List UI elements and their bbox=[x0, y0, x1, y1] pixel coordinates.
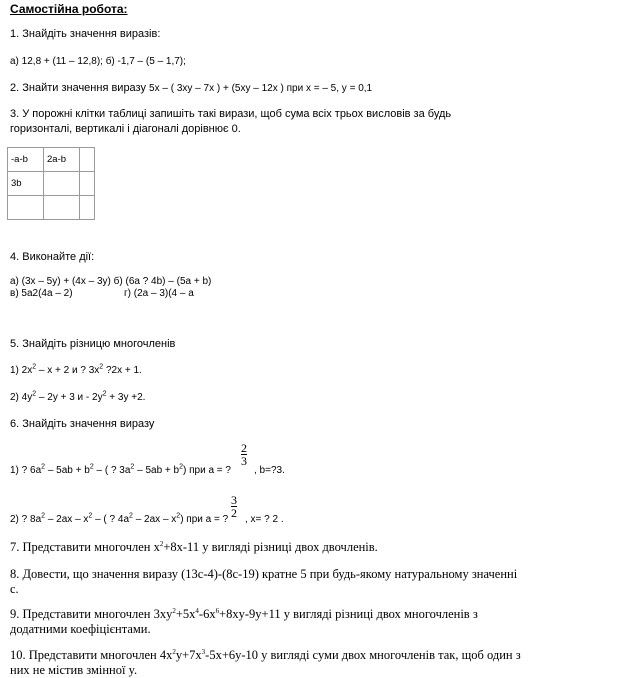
table-cell bbox=[8, 196, 44, 220]
task-6-item-1-tail: , b=?3. bbox=[254, 465, 285, 476]
task-6-item-2-tail: , x= ? 2 . bbox=[245, 514, 284, 525]
task-6-heading: 6. Знайдіть значення виразу bbox=[10, 418, 155, 430]
task-3-line-2: горизонталі, вертикалі і діагоналі дорівнює 0. bbox=[10, 123, 241, 135]
table-cell: -a-b bbox=[8, 148, 44, 172]
task-10-line-2: них не містив змінної y. bbox=[10, 663, 138, 677]
table-row bbox=[8, 172, 95, 196]
task-8-line-2: c. bbox=[10, 582, 19, 596]
task-3-line-1: 3. У порожні клітки таблиці запишіть такі вирази, щоб сума всіх трьох висловів за будь bbox=[10, 108, 452, 120]
table-cell: 2a-b bbox=[44, 148, 80, 172]
task-5-item-2: 2) $4y^2 - 2y + 3$ $и - 2y^2 + 3y +2$. bbox=[10, 390, 146, 403]
worksheet-title: Самостійна робота: bbox=[10, 2, 128, 16]
magic-square-table bbox=[7, 147, 95, 220]
task-4-row-1: а) (3x – 5y) + (4x – 3y) б) (6a ? 4b) – (5a + b) bbox=[10, 276, 212, 287]
task-9-line-2: додатними коефіцієнтами. bbox=[10, 622, 151, 636]
task-8-line-1: 8. Довести, що значення виразу (13c-4)-(8c-19) кратне 5 при будь-якому натуральному значенні bbox=[10, 567, 518, 581]
task-2-heading: 2. Знайти значення виразу bbox=[10, 82, 146, 94]
task-1-expressions: а) 12,8 + (11 – 12,8); б) -1,7 – (5 – 1,7); bbox=[10, 56, 186, 67]
task-7: 7. Представити многочлен $x^2+8x-11$ у вигляді різниці двох двочленів. bbox=[10, 539, 378, 554]
task-2-line bbox=[10, 82, 372, 94]
task-5-item-1: 1) $2x^2 - x + 2$ и ? $3x^2$ ?2x + 1. bbox=[10, 363, 142, 376]
fraction-1: $\frac{2}{3}$ bbox=[241, 441, 247, 468]
table-row bbox=[8, 196, 95, 220]
table-cell bbox=[44, 196, 80, 220]
task-2-expression: 5x – ( 3xy – 7x ) + (5xy – 12x ) при x = – 5, y = 0,1 bbox=[149, 83, 373, 94]
task-5-heading: 5. Знайдіть різницю многочленів bbox=[10, 338, 176, 350]
table-cell: 3b bbox=[8, 172, 44, 196]
task-4-item-v: в) 5a2(4a – 2) bbox=[10, 288, 73, 299]
table-row bbox=[8, 148, 95, 172]
task-6-item-2: 2) ? $8a^2 - 2ax - x^2$ – ( ? $4a^2 - 2ax - x^2$) при a = ? bbox=[10, 512, 229, 525]
fraction-2: $\frac{3}{2}$ bbox=[231, 493, 237, 520]
task-1-heading: 1. Знайдіть значення виразів: bbox=[10, 28, 161, 40]
task-6-item-1: 1) ? $6a^2 - 5ab + b^2$ – ( ? $3a^2 - 5ab + b^2$) при a = ? bbox=[10, 463, 231, 476]
table-cell bbox=[44, 172, 80, 196]
task-4-heading: 4. Виконайте дії: bbox=[10, 251, 95, 263]
table-cell bbox=[80, 148, 95, 172]
task-9-line-1: 9. Представити многочлен $3xy^2+5x^4-6x^6+8xy-9y+11$ у вигляді різниці двох многочленів з bbox=[10, 606, 478, 621]
task-10-line-1: 10. Представити многочлен $4x^2y+7x^3-5x+6y-10$ у вигляді суми двох многочленів так, щоб один з bbox=[10, 647, 521, 662]
table-cell bbox=[80, 172, 95, 196]
task-4-item-g: г) (2a – 3)(4 – a bbox=[124, 288, 194, 299]
table-cell bbox=[80, 196, 95, 220]
